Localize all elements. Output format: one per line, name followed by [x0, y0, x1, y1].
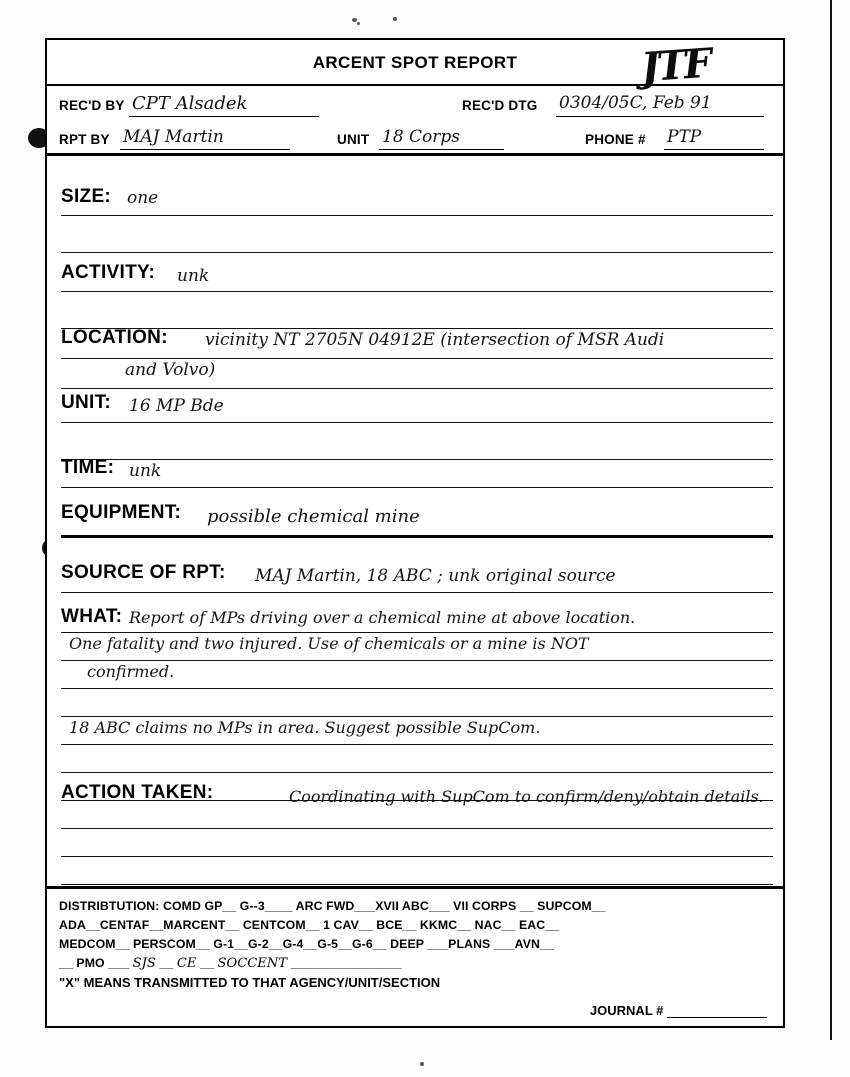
journal-underline [667, 1005, 767, 1018]
recd-dtg-underline [556, 116, 764, 117]
distribution-line-4-sep3: ________________ [290, 956, 402, 970]
rule-line [61, 592, 773, 593]
size-value: one [127, 188, 159, 208]
report-header-block [47, 86, 783, 156]
location-label: LOCATION: [61, 327, 168, 348]
phone-label: PHONE # [585, 132, 646, 147]
unit-label: UNIT: [61, 392, 112, 413]
journal-number-field [590, 1003, 767, 1018]
rule-line [61, 487, 773, 488]
rule-line [61, 291, 773, 292]
scan-speck [393, 17, 397, 21]
rule-line [61, 632, 773, 633]
rule-line [61, 716, 773, 717]
rule-line [61, 772, 773, 773]
location-value-line2: and Volvo) [125, 360, 216, 380]
activity-label: ACTIVITY: [61, 262, 156, 283]
distribution-line-2: ADA__CENTAF__MARCENT__ CENTCOM__ 1 CAV__ BCE__ KKMC__ NAC__ EAC__ [59, 918, 560, 932]
rule-line [61, 388, 773, 389]
source-label: SOURCE OF RPT: [61, 562, 226, 583]
distribution-hw-ce: CE [176, 956, 197, 971]
size-label: SIZE: [61, 186, 112, 207]
rule-line [61, 252, 773, 253]
rule-line [61, 856, 773, 857]
distribution-line-4-sep2: __ [200, 956, 214, 970]
rpt-by-label: RPT BY [59, 132, 110, 147]
distribution-line-4-prefix: __ PMO ___ [59, 956, 130, 970]
rpt-by-value: MAJ Martin [123, 127, 224, 147]
location-value-line1: vicinity NT 2705N 04912E (intersection of MSR Audi [205, 330, 665, 350]
rule-line-thick [61, 535, 773, 538]
scan-edge-line [830, 0, 832, 1040]
rule-line [61, 422, 773, 423]
what-line2: One fatality and two injured. Use of chemicals or a mine is NOT [69, 634, 589, 653]
distribution-hw-sjs: SJS [132, 956, 156, 971]
time-value: unk [129, 461, 162, 481]
spot-report-form [45, 38, 785, 1028]
distribution-line-4 [59, 954, 771, 973]
recd-by-underline [129, 116, 319, 117]
unit-header-underline [379, 149, 504, 150]
scan-speck [357, 22, 360, 25]
distribution-block [47, 886, 783, 1026]
source-value: MAJ Martin, 18 ABC ; unk original source [255, 566, 616, 586]
distribution-hw-soccent: SOCCENT [217, 956, 288, 971]
activity-value: unk [177, 266, 210, 286]
rule-line [61, 688, 773, 689]
scan-speck [420, 1062, 424, 1066]
rule-line [61, 744, 773, 745]
what-line3: confirmed. [87, 662, 175, 681]
what-label: WHAT: [61, 606, 123, 627]
page-title: ARCENT SPOT REPORT [312, 53, 518, 72]
rule-line [61, 828, 773, 829]
recd-by-value: CPT Alsadek [132, 93, 248, 114]
handwritten-corner-mark: JTF [639, 39, 711, 92]
scan-speck [352, 18, 357, 22]
distribution-line-1: DISTRIBTUTION: COMD GP__ G--3____ ARC FWD___XVII ABC___ VII CORPS __ SUPCOM__ [59, 899, 606, 913]
form-title-band [47, 39, 783, 92]
rule-line [61, 358, 773, 359]
rule-line [61, 459, 773, 460]
unit-header-label: UNIT [337, 132, 370, 147]
phone-value: PTP [667, 127, 702, 147]
journal-label: JOURNAL # [589, 1003, 664, 1018]
recd-by-label: REC'D BY [59, 98, 125, 113]
x-means-footnote: "X" MEANS TRANSMITTED TO THAT AGENCY/UNIT/SECTION [59, 975, 441, 990]
equipment-label: EQUIPMENT: [61, 502, 182, 523]
recd-dtg-value: 0304/05C, Feb 91 [559, 93, 712, 113]
unit-value: 16 MP Bde [129, 396, 224, 416]
action-taken-value: Coordinating with SupCom to confirm/deny/obtain details. [289, 787, 764, 806]
equipment-value: possible chemical mine [207, 506, 420, 527]
recd-dtg-label: REC'D DTG [462, 98, 538, 113]
rule-line [61, 884, 773, 885]
rule-line [61, 215, 773, 216]
phone-underline [664, 149, 764, 150]
rule-line [61, 660, 773, 661]
rpt-by-underline [120, 149, 290, 150]
what-line4: 18 ABC claims no MPs in area. Suggest possible SupCom. [69, 718, 541, 737]
distribution-line-3: MEDCOM__ PERSCOM__ G-1__G-2__G-4__G-5__G-6__ DEEP ___PLANS ___AVN__ [59, 937, 554, 951]
time-label: TIME: [61, 457, 115, 478]
action-taken-label: ACTION TAKEN: [61, 782, 214, 803]
what-line1: Report of MPs driving over a chemical mine at above location. [129, 608, 636, 627]
distribution-line-4-sep1: __ [159, 956, 174, 970]
unit-header-value: 18 Corps [382, 127, 461, 147]
